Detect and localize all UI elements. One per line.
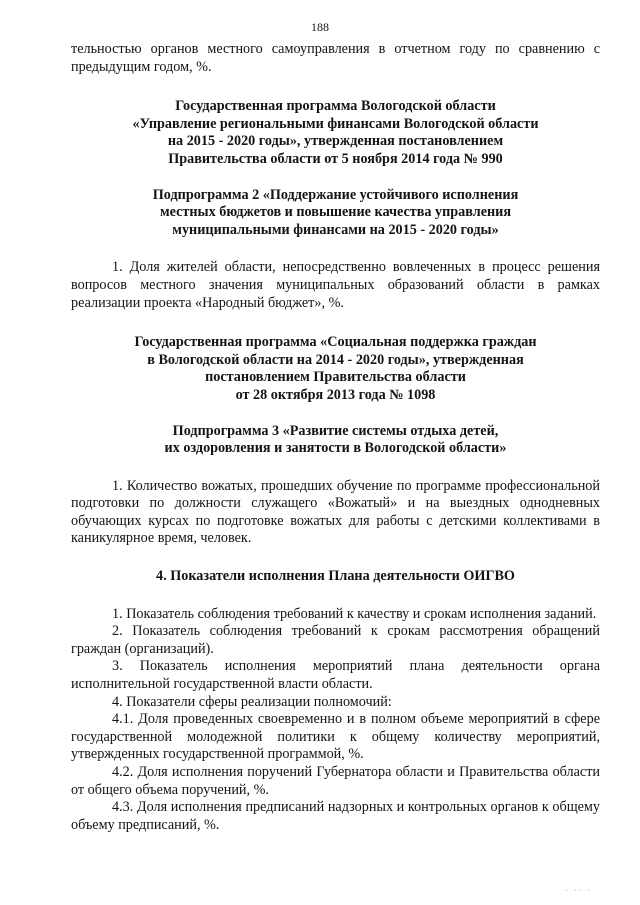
title-line: местных бюджетов и повышение качества управления	[159, 204, 512, 221]
document-body	[71, 41, 600, 834]
section4-item: 4. Показатели сферы реализации полномочий:	[112, 693, 392, 710]
program1-title	[71, 98, 600, 168]
title-line: «Управление региональными финансами Вологодской области	[132, 115, 539, 132]
subprogram2-title	[71, 187, 600, 240]
title-line: постановлением Правительства области	[205, 369, 466, 386]
section4-item: 4.1. Доля проведенных своевременно и в полном объеме мероприятий в сфере государственной молодежной политики к общему количеству мероприятий, утвержденных государственной программой, %.	[71, 711, 600, 763]
title-line: Государственная программа Вологодской области	[175, 98, 496, 115]
section4-item: 1. Показатель соблюдения требований к качеству и срокам исполнения заданий.	[112, 605, 597, 622]
section4-item: 4.3. Доля исполнения предписаний надзорных и контрольных органов к общему объему предписаний, %.	[71, 799, 600, 833]
page-number: 188	[311, 20, 329, 34]
program2-title	[71, 334, 600, 404]
title-line: муниципальными финансами на 2015 - 2020 годы»	[172, 221, 499, 238]
section4-item: 4.2. Доля исполнения поручений Губернатора области и Правительства области от общего объема поручений, %.	[71, 764, 600, 798]
title-line: Подпрограмма 2 «Поддержание устойчивого исполнения	[152, 186, 519, 203]
section4-title: 4. Показатели исполнения Плана деятельности ОИГВО	[156, 568, 515, 585]
title-line: их оздоровления и занятости в Вологодской области»	[164, 440, 507, 457]
section4-item: 3. Показатель исполнения мероприятий плана деятельности органа исполнительной государственной власти области.	[71, 658, 600, 693]
section4-item: 2. Показатель соблюдения требований к срокам рассмотрения обращений граждан (организаций).	[71, 623, 600, 657]
subprogram3-title	[71, 423, 600, 458]
title-line: Государственная программа «Социальная поддержка граждан	[134, 334, 537, 351]
title-line: Правительства области от 5 ноября 2014 года № 990	[168, 150, 503, 167]
scan-artifact: · ·· ·	[565, 886, 592, 895]
title-line: в Вологодской области на 2014 - 2020 годы», утвержденная	[147, 351, 524, 368]
continuation-paragraph: тельностью органов местного самоуправления в отчетном году по сравнению с предыдущим годом, %.	[71, 41, 600, 75]
subprogram2-item: 1. Доля жителей области, непосредственно вовлеченных в процесс решения вопросов местного значения муниципальных образований области в рамках реализации проекта «Народный бюджет», %.	[71, 259, 600, 311]
subprogram3-item: 1. Количество вожатых, прошедших обучение по программе профессиональной подготовки по должности служащего «Вожатый» и на выездных однодневных обучающих курсах по подготовке вожатых для работы с детскими коллективами в каникулярное время, человек.	[71, 477, 600, 547]
title-line: на 2015 - 2020 годы», утвержденная постановлением	[167, 133, 504, 150]
title-line: от 28 октября 2013 года № 1098	[235, 386, 436, 403]
title-line: Подпрограмма 3 «Развитие системы отдыха детей,	[172, 422, 499, 439]
